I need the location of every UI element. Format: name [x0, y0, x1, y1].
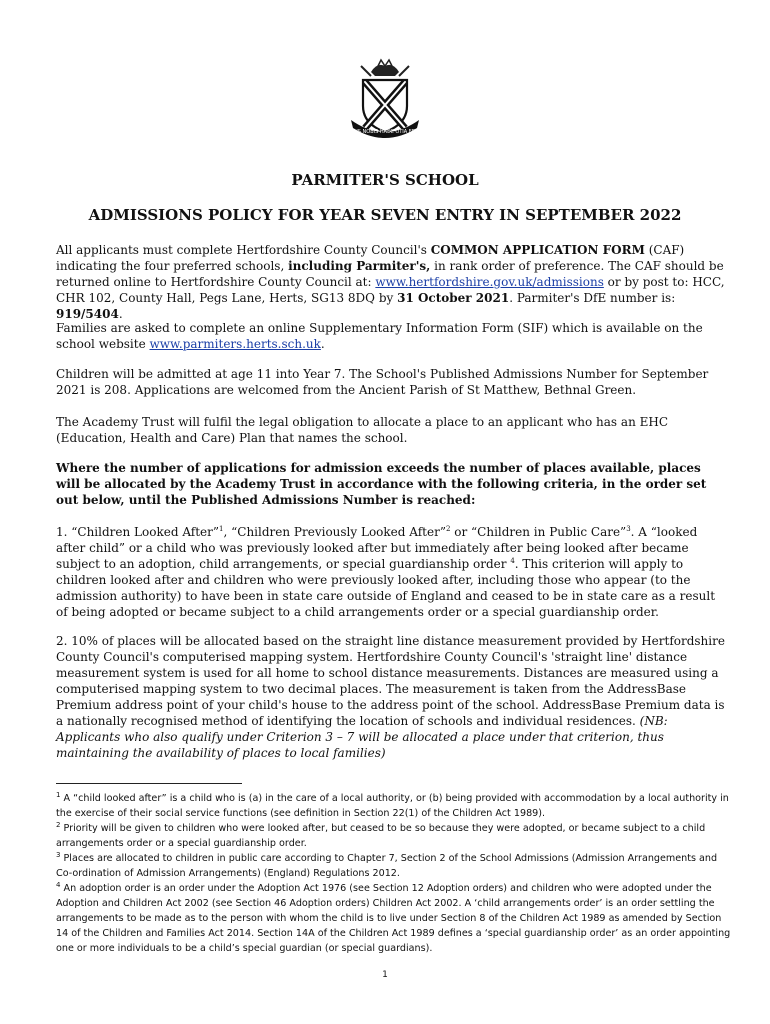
footnote-separator: [56, 783, 242, 784]
paragraph-admission-number: Children will be admitted at age 11 into Year 7. The School's Published Admissions Number for September 2021 is 208. Applications are welcomed from the Ancient Parish of St Matthew, Bethnal Green.: [56, 367, 709, 397]
footnote: $^4$ An adoption order is an order under the Adoption Act 1976 (see Section 12 Adoption orders) and children who were adopted under the Adoption and Children Act 2002 (see Section 46 Adoption orders) Children Act 2002. A ‘child arrangements order’ is an order settling the arrangements to be made as to the person with whom the child is to live under Section 8 of the Children Act 1989 as amended by Section 14 of the Children and Families Act 2014. Section 14A of the Children Act 1989 defines a ‘special guardianship order’ as an order appointing one or more individuals to be a child’s special guardian (or special guardians).: [56, 880, 731, 954]
paragraph-caf: All applicants must complete Hertfordshire County Council's COMMON APPLICATION FORM (CAF) indicating the four preferred schools, including Parmiter's, in rank order of preference. The CAF should be returned online to Hertfordshire County Council at: www.hertfordshire.gov.uk/admissions or by post to: HCC, CHR 102, County Hall, Pegs Lane, Herts, SG13 8DQ by 31 October 2021. Parmiter's DfE number is: 919/5404.: [56, 243, 725, 321]
footnotes: [56, 791, 732, 956]
criterion-1: 1. “Children Looked After”$^1$, “Children Previously Looked After”$^2$ or “Children in Public Care”$^3$. A “looked after child” or a child who was previously looked after but immediately after being looked after became subject to an adoption, child arrangements, or special guardianship order $^4$. This criterion will apply to children looked after and children who were previously looked after, including those who appear (to the admission authority) to have been in state care outside of England and ceased to be in state care as a result of being adopted or became subject to a child arrangements order or a special guardianship order.: [56, 525, 716, 619]
paragraph-ehc-plan: The Academy Trust will fulfil the legal obligation to allocate a place to an applicant who has an EHC (Education, Health and Care) Plan that names the school.: [56, 415, 669, 445]
footnote: $^3$ Places are allocated to children in public care according to Chapter 7, Section 2 of the School Admissions (Admission Arrangements and Co-ordination of Admission Arrangements) (England) Regulations 2012.: [56, 850, 718, 879]
paragraph-sif: Families are asked to complete an online Supplementary Information Form (SIF) which is available on the school website www.parmiters.herts.sch.uk.: [56, 321, 703, 351]
paragraph-criteria-intro: Where the number of applications for admission exceeds the number of places available, places will be allocated by the Academy Trust in accordance with the following criteria, in the order set out below, until the Published Admissions Number is reached:: [56, 461, 707, 507]
school-crest-logo: [347, 58, 423, 140]
school-name-heading: PARMITER'S SCHOOL: [291, 171, 479, 189]
hertfordshire-admissions-link[interactable]: www.hertfordshire.gov.uk/admissions: [375, 275, 604, 289]
criterion-2: 2. 10% of places will be allocated based on the straight line distance measurement provided by Hertfordshire County Council's computerised mapping system. Hertfordshire County Council's 'straight line' distance measurement system is used for all home to school distance measurements. Distances are measured using a computerised mapping system to two decimal places. The measurement is taken from the AddressBase Premium address point of your child's house to the address point of the school. AddressBase Premium data is a nationally recognised method of identifying the location of schools and individual residences. (NB: Applicants who also qualify under Criterion 3 – 7 will be allocated a place under that criterion, thus maintaining the availability of places to local families): [56, 634, 725, 760]
page-number: 1: [382, 970, 388, 980]
crest-motto: DEUS NOBIS HAEC OTIA FECIT: [347, 129, 423, 135]
policy-title-heading: ADMISSIONS POLICY FOR YEAR SEVEN ENTRY IN SEPTEMBER 2022: [88, 206, 682, 224]
footnote: $^1$ A “child looked after” is a child who is (a) in the care of a local authority, or (b) being provided with accommodation by a local authority in the exercise of their social service functions (see definition in Section 22(1) of the Children Act 1989).: [56, 790, 729, 819]
school-website-link[interactable]: www.parmiters.herts.sch.uk: [149, 337, 321, 351]
footnote: $^2$ Priority will be given to children who were looked after, but ceased to be so because they were adopted, or became subject to a child arrangements order or a special guardianship order.: [56, 820, 706, 849]
